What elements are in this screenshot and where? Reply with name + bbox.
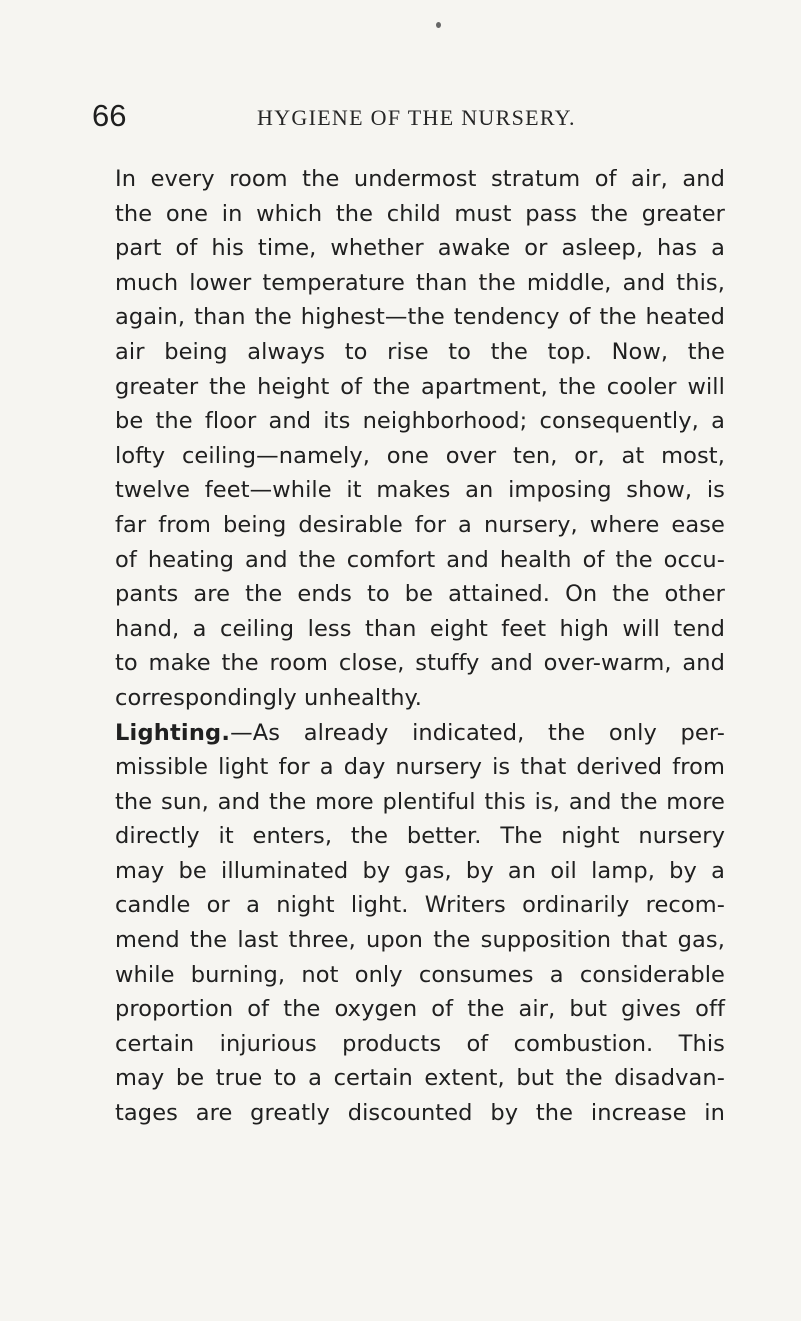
text-line: greater the height of the apartment, the cooler will xyxy=(115,373,725,400)
text-line: lofty ceiling—namely, one over ten, or, at most, xyxy=(115,442,725,469)
text-line: may be true to a certain extent, but the disadvan- xyxy=(115,1065,725,1092)
text-line: part of his time, whether awake or asleep, has a xyxy=(115,235,725,262)
page-header xyxy=(92,98,710,138)
text-line: again, than the highest—the tendency of the heated xyxy=(115,304,725,331)
text-line: twelve feet—while it makes an imposing show, is xyxy=(115,477,725,504)
text-line: be the floor and its neighborhood; consequently, a xyxy=(115,408,725,435)
running-head: HYGIENE OF THE NURSERY. xyxy=(257,105,576,130)
text-line: hand, a ceiling less than eight feet high will tend xyxy=(115,615,725,642)
text-line: the sun, and the more plentiful this is, and the more xyxy=(115,788,725,815)
text-line: much lower temperature than the middle, and this, xyxy=(115,269,725,296)
text-line: far from being desirable for a nursery, where ease xyxy=(115,511,725,538)
text-line: of heating and the comfort and health of the occu- xyxy=(115,546,725,573)
page-speck xyxy=(436,22,441,28)
text-line: the one in which the child must pass the greater xyxy=(115,200,725,227)
lighting-first-line xyxy=(115,716,725,751)
text-line: air being always to rise to the top. Now, the xyxy=(115,338,725,365)
text-line: to make the room close, stuffy and over-warm, and xyxy=(115,650,725,677)
page-number: 66 xyxy=(92,98,127,133)
text-line: directly it enters, the better. The night nursery xyxy=(115,823,725,850)
text-line: while burning, not only consumes a considerable xyxy=(115,961,725,988)
body-text xyxy=(115,162,725,1131)
section-heading-lighting: Lighting. xyxy=(115,719,231,746)
text-line: proportion of the oxygen of the air, but gives off xyxy=(115,996,725,1023)
text-line: tages are greatly discounted by the increase in xyxy=(115,1100,725,1127)
text-line: pants are the ends to be attained. On the other xyxy=(115,581,725,608)
text-line: missible light for a day nursery is that derived from xyxy=(115,754,725,781)
text-line: correspondingly unhealthy. xyxy=(115,684,423,711)
text-run: —As already indicated, the only per- xyxy=(230,719,725,746)
text-line: In every room the undermost stratum of air, and xyxy=(115,166,725,192)
text-line: may be illuminated by gas, by an oil lamp, by a xyxy=(115,857,725,884)
text-line: candle or a night light. Writers ordinarily recom- xyxy=(115,892,725,919)
text-line: certain injurious products of combustion. This xyxy=(115,1030,725,1057)
text-line: mend the last three, upon the supposition that gas, xyxy=(115,927,725,954)
